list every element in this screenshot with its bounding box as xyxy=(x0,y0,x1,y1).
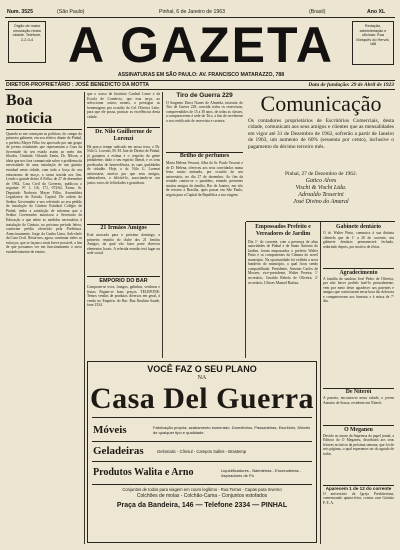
article-title: Aparecem 1 de 12 do corrente xyxy=(325,486,392,492)
ad-row-label: Móveis xyxy=(93,423,127,436)
director-line: DIRETOR-PROPRIETÁRIO : JOSÉ BENEDICTO DA MOTTA xyxy=(6,82,150,88)
ad-rule xyxy=(92,441,312,442)
article-title: Empossados Prefeito e Vereadores de Jardim xyxy=(255,224,311,237)
column-rule xyxy=(162,92,163,358)
notice-body: Os contadores proprietários de Escritórios Comerciais, desta cidade, comunicam aos seus amigos e clientes que as mensalidades em vigor até 31 de Dezembro de 1962, sofrerão a partir de Janeiro de 1963, um aumento de 60% (sessenta por cento), inclusive o pagamento do décimo terceiro mês. xyxy=(248,118,394,150)
article-title: Agradecimento xyxy=(339,269,378,276)
column-tiro-de-guerra xyxy=(166,92,243,358)
column-boa-noticia xyxy=(6,92,82,542)
ad-store-name: Casa Del Guerra xyxy=(89,382,315,415)
masthead-rule xyxy=(5,80,395,81)
ad-row-desc: Gelomatic - Cônsul - Campos Salles - Brastemp xyxy=(157,448,247,454)
article-title: Boa noticia xyxy=(6,92,53,127)
year: Ano XL xyxy=(367,9,386,15)
advertisement-casa-del-guerra xyxy=(87,361,317,543)
dateline: Pinhal, 6 de Janeiro de 1963 xyxy=(159,9,226,15)
ad-row-label: Geladeiras xyxy=(93,445,144,458)
ad-headline: VOCÊ FAZ O SEU PLANO xyxy=(147,364,257,374)
article-body: O Sargento Darci Nunes de Almeida, instrutor do Tiro de Guerra 229, convida todos os reservistas, compreendidos de 15 a 30 anos, de todas as classes, a comparecerem à sede do Tiro, a fim de receberem o seu certificado de reservista e carteira. xyxy=(166,100,243,123)
column-lorenzi xyxy=(87,92,160,358)
separator xyxy=(323,388,394,389)
ad-na: NA xyxy=(197,375,207,381)
city: (São Paulo) xyxy=(57,9,85,15)
article-body: A passeio, encontra-se nesta cidade, o jovem Antonio de Souza, residente em Niterói. xyxy=(323,396,394,405)
article-body: Maria Helena Vesconi, filha do Sr. Paulo Vesconi e de D. Helena, ofereceu aos seus convidados numa festa muito animada, por ocasião do seu aniversário, no dia 27 de dezembro. Ao fim da reunião cantou-se o parabéns, estando presentes muitos amigos da família. Rio de Janeiro, em vôo de retorno a Brasília, após passar em São Paulo, seguiu para a Capital da República a sua viagem. xyxy=(166,161,243,197)
separator xyxy=(87,224,160,225)
article-body: A família do saudoso José Pedro de Oliveira, por não haver podido fazê-lo pessoalmente, vem por meio deste agradecer aos parentes e amigos que confortaram nesta hora tão dolorosa e compareceram aos funerais e à missa de 7º dia. xyxy=(323,276,394,304)
masthead-title: A GAZETA xyxy=(68,17,334,73)
article-title: Tiro de Guerra 229 xyxy=(176,92,233,99)
separator xyxy=(323,425,394,426)
article-body: Quando se me começam as politicas, do campo do primeiro gabinete, em seu efetivo diante de Pinhal, o prefeito Mayer Filho fez aprovado por um grupo de jovens estudantes que representam a Casa da Juventude do seu estado assim ao meio dos filiados. Unidade, Orlando Zenin, Dr. Nilson, a ideia que nos fora comunicada sobre o problema da necessidade de uma instalação de um ginásio estadual nesta cidade, com toda a força do seu entusiasmo de moço, a causa trazida aos fins. Lendo o grande diário A Folha, de 27 de dezembro de 1962, Casa Civil do Governo, publicou o seguinte: Nº 1, GS, 171, 072/62, Exmo. Sr. Deputado Norberto Mayer Filho, Assembleia Legislativa do Estado, Capital. De ordem do Senhor Governador e nos referindo ao seu pedido de instalação do Ginásio Estadual Colégio de Pinhal, tenho a satisfação de informar que o Senhor Governador autorizou a Secretaria da Educação a que adote as medidas necessárias à instalação do Ginásio, no próximo período letivo, conforme prédio oferecido pela Prefeitura. Atenciosamente, Jorge da Cunha Lima, Sub-chefe da Casa Civil. Resta-nos, agora, continuar todos os esforços, que se façam o mais breve possível, a fim de que possamos ver em funcionamento o novo estabelecimento de ensino. xyxy=(6,131,82,254)
column-rule xyxy=(320,222,321,544)
article-body: Devido ao atraso da Imprensa do papel jornal, a Editora do O Meganeu, distribuirá aos seus leitores no início da próxima semana, que foi de seis páginas, o qual esperamos ser do agrado de todos. xyxy=(323,433,394,456)
title-rule xyxy=(6,129,82,130)
separator xyxy=(166,152,243,153)
article-body: O dr. Walter Pinto, comunica à sua distinta clientela que de 1º a 20 do corrente, seu gabinete dentário permanecerá fechado, reabrindo depois, por motivo de férias. xyxy=(323,231,394,249)
article-title: O Meganeu xyxy=(344,426,373,433)
ad-rule xyxy=(92,484,312,485)
separator xyxy=(87,276,160,277)
ad-row-desc: Fabricação própria, acabamento esmerado. Dormitórios, Passadeiras, Escritório, Móveis de qualquer tipo e qualidade. xyxy=(153,424,311,435)
signatories xyxy=(248,178,394,206)
article-body: Há pouco tempo radicado em nossa terra, o Dr. Nilo G. Lorenzi, M. M. Juiz de Direito de Pinhal, já granjeou a estima e o respeito da gente pinhalense, dado o seu espírito liberal, e os seus predicados de benevolência, as suas qualidades de cidadão. Hoje, o dr. Nilo G. Lorenzi aniversaria, motivo por que seus amigos, admiradores, a felicitá-lo, associando-se aos justos votos de felicidades e grandezas. xyxy=(87,144,160,185)
ad-row xyxy=(88,419,316,441)
article-body: O aniversário da Igreja Presbiteriana, comemorado quinta-feira, contou com Ginásio P. E. A. xyxy=(323,491,394,505)
article-title: Gabinete dentário xyxy=(336,224,381,230)
issue-number: Num. 3525 xyxy=(7,9,33,15)
article-body: Compram-se ovos, frangos, galinhas, verduras e frutas. Pagam-se bons preços. TELEFONE: Temos vendas de produtos diversos em geral, à venda no Empório do Bar. Rua Ibrahim Saude, fone 2334. xyxy=(87,285,160,308)
notice-title: Comunicação xyxy=(260,91,382,116)
separator xyxy=(246,221,395,222)
signatory: Gatico Alves xyxy=(305,178,337,185)
separator xyxy=(87,127,160,128)
article-continuation: que o acaso de Instituto Cardeal Leme e da Escola de Comércio, que esta terça, ao seleccionar outros nomes, a prestigiar as homenagens por ocasião do Cel Oliveira Leite, para que ele possa, praticar as excelências desta cidade. xyxy=(87,92,160,119)
column-notes xyxy=(323,224,394,544)
article-body: Está marcada para o próximo domingo, a primeira reunião do clube dos 21 Irmãos Amigos, da qual vão fazer parte diversos elementos locais. A referida reunião terá lugar na sede social. xyxy=(87,233,160,256)
signatory: José Divino do Amaral xyxy=(293,199,349,206)
ad-row xyxy=(88,462,316,484)
notice-date: Pinhal, 27 de Dezembro de 1962. xyxy=(284,171,357,177)
column-rule xyxy=(245,222,246,358)
article-title: De Niterói xyxy=(345,389,372,396)
column-rule xyxy=(84,92,85,544)
country: (Brasil) xyxy=(309,9,326,15)
signatory: Adroaldo Tesserini xyxy=(298,192,344,199)
article-title: 21 Irmãos Amigos xyxy=(100,225,147,232)
article-title: Dr. Nilo Guilherme de Lorenzi xyxy=(95,128,152,142)
redacao-box: Redação, administração e oficinas: Rua Marquês do Herval, 188 xyxy=(352,21,394,65)
column-empossados xyxy=(248,224,318,358)
ad-address: Praça da Bandeira, 146 — Telefone 2334 — PINHAL xyxy=(116,501,288,509)
separator xyxy=(323,268,394,269)
ad-row xyxy=(88,441,316,461)
signatory: Vischi & Vischi Ltda. xyxy=(295,185,347,192)
article-body: Dia 1º do corrente, com a presença de altas autoridades de Pinhal e de Santo Antonio do Jardim, foram empossados o prefeito Walter Pinto e os componentes da Câmara do novel município. Na oportunidade foi exibida a nova bandeira do município, a qual ficou sendo compartilhada. Presidente, Antonio Carlos de Moraes; vice-presidente, Walter Pereira; 1º secretário, Geraldo Rebelo de Oliveira; 2º secretário, Ulisses Manoel Batista. xyxy=(248,239,318,285)
ad-row-desc: Liquidificadores - Batedeiras - Enceradeiras - Aspiradores de Pó xyxy=(221,467,302,478)
header-bottom-rule xyxy=(5,89,395,90)
ad-row-label: Produtos Walita e Arno xyxy=(93,467,194,479)
orgao-box: Órgão de maior circulação nesta cidade. Telefone, 2-2-0-4 xyxy=(8,21,46,63)
article-title: EMPORIO DO BAR xyxy=(99,277,148,284)
subscriptions-line: ASSINATURAS EM SÃO PAULO: AV. FRANCISCO MATARAZZO, 788 xyxy=(117,72,285,78)
comunicacao-notice xyxy=(248,92,394,220)
founding-date: Data de fundação: 29 de Abril de 1923 xyxy=(308,82,394,88)
ad-footer-line: Colchões de molas - Colchão-Cama - Conjuntos estofados xyxy=(136,492,268,499)
article-title: Brilho de perfumes xyxy=(179,153,230,160)
ad-footer-line: Conjuntos de todos para viagem em couro legítimo - Rua Terras - Capas para Inverno xyxy=(122,486,282,492)
ad-rule xyxy=(92,461,312,462)
ad-rule xyxy=(92,417,312,418)
separator xyxy=(323,485,394,486)
